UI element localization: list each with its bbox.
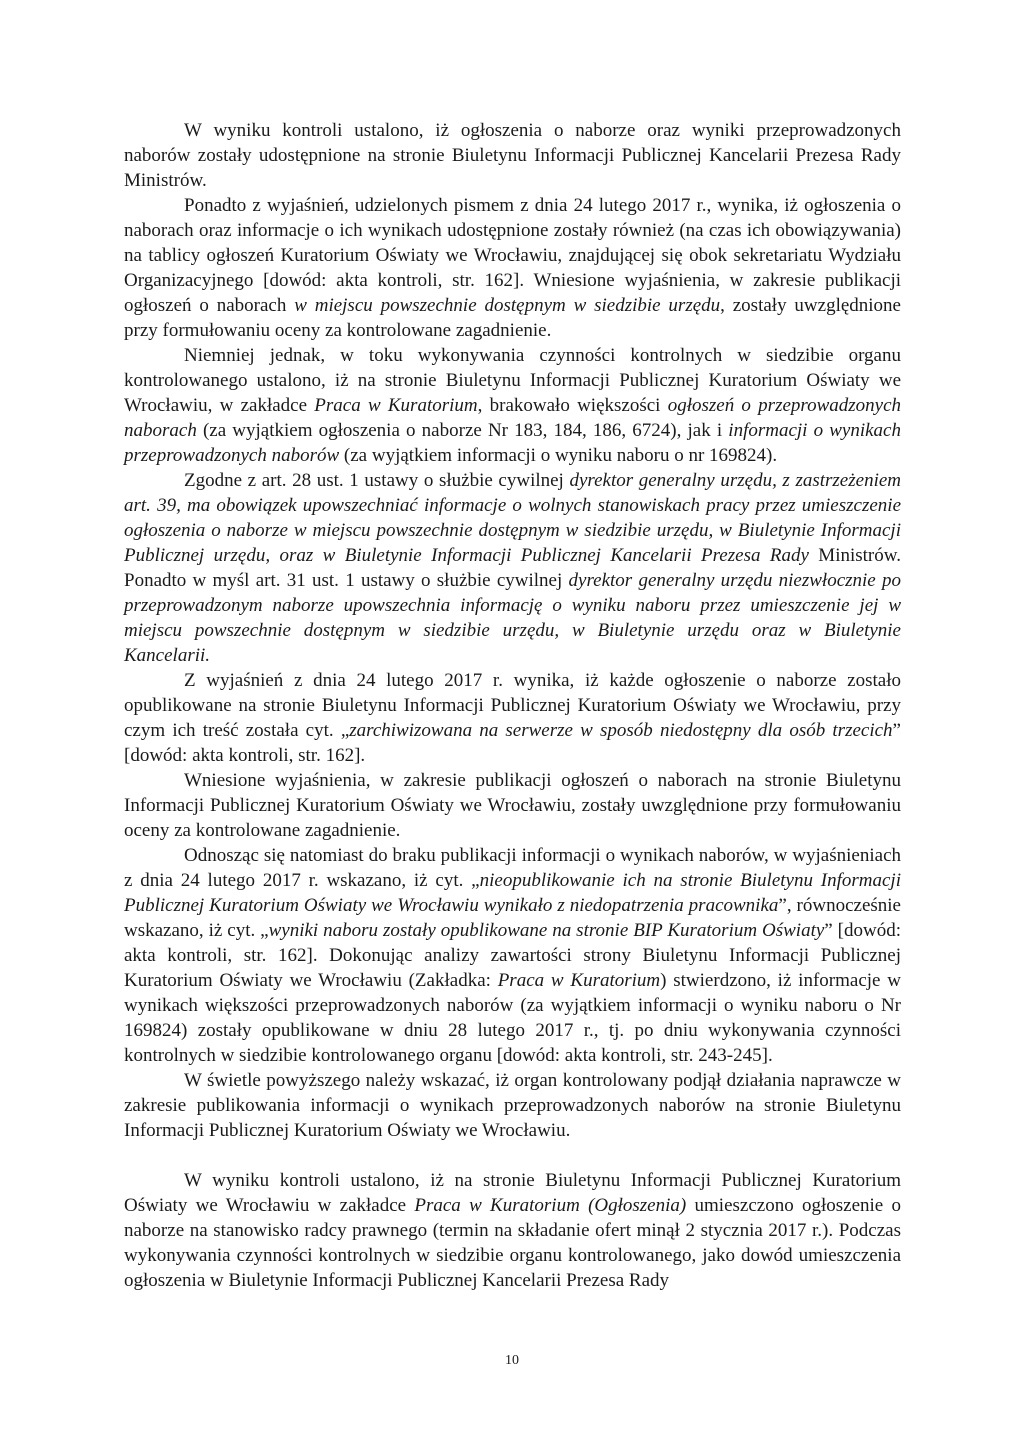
text-segment: umieszczono ogłoszenie o naborze na stanowisko radcy prawnego (termin na składanie ofert minął 2 stycznia 2017 r.). Podczas wykonywania czynności kontrolnych w siedzibie organu kontrolowanego, jako dowód umieszczenia ogłoszenia w Biuletynie Informacji Publicznej Kancelarii Prezesa Rady bbox=[124, 1195, 902, 1291]
italic-text-segment: informacji o wynikach przeprowadzonych naborów bbox=[124, 420, 901, 466]
paragraph-p8 bbox=[124, 1068, 901, 1143]
text-segment: Odnosząc się natomiast do braku publikacji informacji o wynikach naborów, w wyjaśnieniach z dnia 24 lutego 2017 r. wskazano, iż cyt. „ bbox=[124, 845, 901, 891]
text-segment: ”, równocześnie wskazano, iż cyt. „ bbox=[124, 895, 901, 941]
paragraph-p4 bbox=[124, 468, 901, 668]
paragraph-p7 bbox=[124, 843, 901, 1068]
italic-text-segment: nieopublikowanie ich na stronie Biuletynu Informacji Publicznej Kuratorium Oświaty we Wrocławiu wynikało z niedopatrzenia pracownika bbox=[124, 870, 901, 916]
paragraph-p3 bbox=[124, 343, 901, 468]
page-number: 10 bbox=[505, 1353, 519, 1368]
italic-text-segment: dyrektor generalny urzędu, z zastrzeżeniem art. 39, ma obowiązek upowszechniać informacje o wolnych stanowiskach pracy przez umieszczenie ogłoszenia o naborze w miejscu powszechnie dostępnym w siedzibie urzędu, w Biuletynie Informacji Publicznej urzędu, oraz w Biuletynie Informacji Publicznej Kancelarii Prezesa Rady bbox=[124, 470, 901, 566]
text-segment: (za wyjątkiem ogłoszenia o naborze Nr 183, 184, 186, 6724), jak i bbox=[196, 420, 729, 441]
paragraph-gap bbox=[124, 1143, 901, 1168]
paragraph-p9 bbox=[124, 1168, 901, 1293]
italic-text-segment: Praca w Kuratorium bbox=[497, 970, 661, 991]
text-segment: , zostały uwzględnione przy formułowaniu oceny za kontrolowane zagadnienie. bbox=[124, 295, 901, 341]
text-segment: Niemniej jednak, w toku wykonywania czynności kontrolnych w siedzibie organu kontrolowanego ustalono, iż na stronie Biuletynu Informacji Publicznej Kuratorium Oświaty we Wrocławiu, w zakładce bbox=[124, 345, 901, 416]
text-segment: Ponadto z wyjaśnień, udzielonych pismem z dnia 24 lutego 2017 r., wynika, iż ogłoszenia o naborach oraz informacje o ich wynikach udostępnione zostały również (na czas ich obowiązywania) na tablicy ogłoszeń Kuratorium Oświaty we Wrocławiu, znajdującej się obok sekretariatu Wydziału Organizacyjnego [dowód: akta kontroli, str. 162]. Wniesione wyjaśnienia, w zakresie publikacji ogłoszeń o naborach bbox=[124, 195, 901, 316]
text-segment: W świetle powyższego należy wskazać, iż organ kontrolowany podjął działania naprawcze w zakresie publikowania informacji o wynikach przeprowadzonych naborów na stronie Biuletynu Informacji Publicznej Kuratorium Oświaty we Wrocławiu. bbox=[124, 1070, 901, 1141]
text-segment: Zgodne z art. 28 ust. 1 ustawy o służbie cywilnej bbox=[184, 470, 570, 491]
text-segment: (za wyjątkiem informacji o wyniku naboru o nr 169824). bbox=[339, 445, 778, 466]
text-segment: Wniesione wyjaśnienia, w zakresie publikacji ogłoszeń o naborach na stronie Biuletynu Informacji Publicznej Kuratorium Oświaty we Wrocławiu, zostały uwzględnione przy formułowaniu oceny za kontrolowane zagadnienie. bbox=[124, 770, 901, 841]
paragraph-p1 bbox=[124, 118, 901, 193]
text-segment: Ministrów. Ponadto w myśl art. 31 ust. 1 ustawy o służbie cywilnej bbox=[124, 545, 901, 591]
italic-text-segment: zarchiwizowana na serwerze w sposób niedostępny dla osób trzecich bbox=[349, 720, 893, 741]
text-segment: ” [dowód: akta kontroli, str. 162]. bbox=[124, 720, 901, 766]
document-body bbox=[124, 118, 901, 1293]
italic-text-segment: w miejscu powszechnie dostępnym w siedzibie urzędu bbox=[294, 295, 721, 316]
text-segment: ” [dowód: akta kontroli, str. 162]. Dokonując analizy zawartości strony Biuletynu Informacji Publicznej Kuratorium Oświaty we Wrocławiu (Zakładka: bbox=[124, 920, 901, 991]
italic-text-segment: wyniki naboru zostały opublikowane na stronie BIP Kuratorium Oświaty bbox=[268, 920, 825, 941]
italic-text-segment: ogłoszeń o przeprowadzonych naborach bbox=[124, 395, 902, 441]
text-segment: W wyniku kontroli ustalono, iż na stronie Biuletynu Informacji Publicznej Kuratorium Oświaty we Wrocławiu w zakładce bbox=[124, 1170, 901, 1216]
italic-text-segment: Praca w Kuratorium bbox=[314, 395, 478, 416]
text-segment: W wyniku kontroli ustalono, iż ogłoszenia o naborze oraz wyniki przeprowadzonych naborów zostały udostępnione na stronie Biuletynu Informacji Publicznej Kancelarii Prezesa Rady Ministrów. bbox=[124, 120, 901, 191]
italic-text-segment: Praca w Kuratorium (Ogłoszenia) bbox=[414, 1195, 687, 1216]
italic-text-segment: dyrektor generalny urzędu niezwłocznie po przeprowadzonym naborze upowszechnia informację o wyniku naboru przez umieszczenie jej w miejscu powszechnie dostępnym w siedzibie urzędu, w Biuletynie urzędu oraz w Biuletynie Kancelarii. bbox=[124, 570, 901, 666]
text-segment: , brakowało większości bbox=[477, 395, 668, 416]
text-segment: ) stwierdzono, iż informacje w wynikach większości przeprowadzonych naborów (za wyjątkiem informacji o wyniku naboru o Nr 169824) zostały opublikowane w dniu 28 lutego 2017 r., tj. po dniu wykonywania czynności kontrolnych w siedzibie kontrolowanego organu [dowód: akta kontroli, str. 243-245]. bbox=[124, 970, 901, 1066]
text-segment: Z wyjaśnień z dnia 24 lutego 2017 r. wynika, iż każde ogłoszenie o naborze zostało opublikowane na stronie Biuletynu Informacji Publicznej Kuratorium Oświaty we Wrocławiu, przy czym ich treść została cyt. „ bbox=[124, 670, 901, 741]
paragraph-p6 bbox=[124, 768, 901, 843]
paragraph-p5 bbox=[124, 668, 901, 768]
paragraph-p2 bbox=[124, 193, 901, 343]
